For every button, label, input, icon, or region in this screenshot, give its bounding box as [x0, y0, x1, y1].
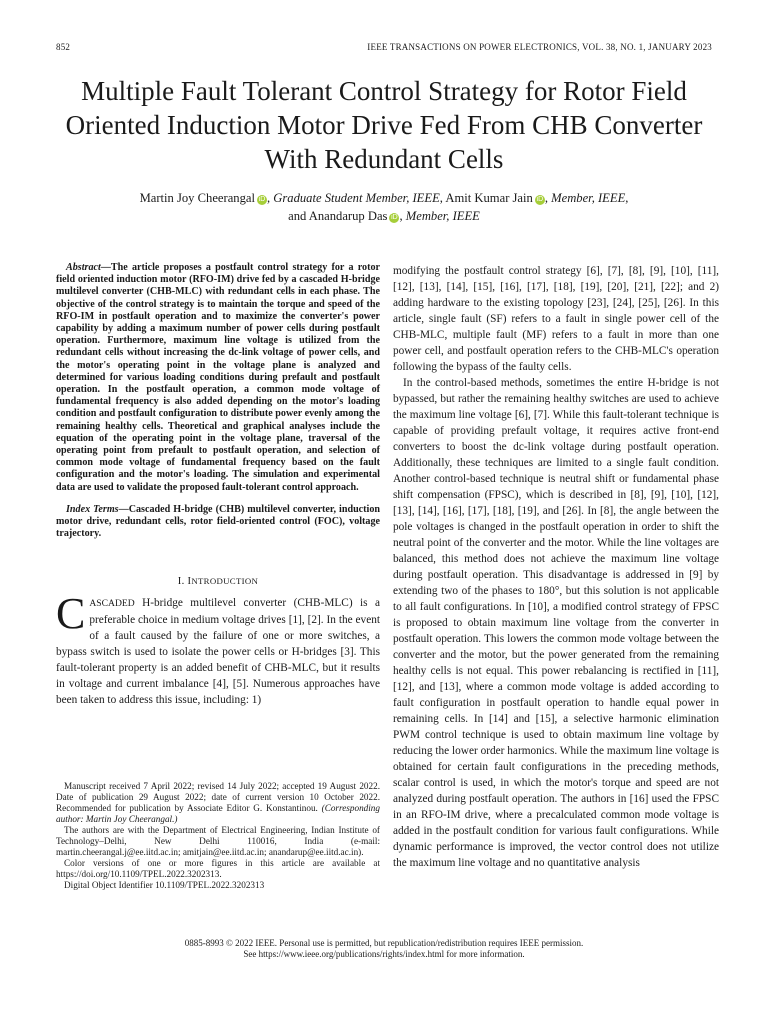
abstract-label: Abstract	[66, 262, 101, 273]
orcid-icon[interactable]: iD	[391, 214, 398, 221]
intro-caps: ASCADED	[89, 598, 135, 610]
drop-cap: C	[56, 589, 86, 639]
section-numeral: I.	[177, 576, 185, 588]
author-list: Martin Joy Cheerangal iD , Graduate Student Member, IEEE, Amit Kumar Jain iD , Member, IEEE, and Anandarup Das iD , Member, IEEE	[139, 191, 629, 223]
footnote-manuscript	[56, 781, 380, 825]
orcid-icon[interactable]: iD	[258, 196, 266, 203]
author-name: Martin Joy Cheerangal	[139, 191, 255, 205]
author-name: and Anandarup Das	[288, 209, 388, 223]
section-heading	[56, 576, 380, 587]
index-terms-label: Index Terms	[66, 503, 119, 515]
abstract	[56, 262, 380, 494]
author-name: Amit Kumar Jain	[445, 191, 533, 205]
section-title-rest: NTRODUCTION	[191, 576, 259, 587]
footnote	[56, 781, 380, 891]
footnote-dates: Manuscript received 7 April 2022; revised 14 July 2022; accepted 19 August 2022. Date of publication 29 August 2022; date of current version 10 October 2022. Recommended for publication by Associate Editor G. Konstantinou.	[56, 781, 380, 813]
intro-text: H-bridge multilevel converter (CHB-MLC) is a preferable choice in medium voltage drives [1], [2]. In the event of a fault caused by the failure of one or more switches, a bypass switch is used to isolate the power cells or H-bridges [3]. This fault-tolerant property is an added benefit of CHB-MLC, but it results in voltage and current imbalance [4], [5]. Numerous approaches have been taken to address this issue, including: 1)	[56, 597, 380, 707]
intro-paragraph	[56, 589, 380, 708]
footnote-doi: Digital Object Identifier 10.1109/TPEL.2022.3202313	[64, 880, 265, 890]
corresponding-author: (Corresponding author: Martin Joy Cheerangal.)	[56, 803, 380, 824]
right-column	[393, 263, 719, 871]
author-role: Member, IEEE	[405, 209, 480, 223]
footnote-affiliation: The authors are with the Department of Electrical Engineering, Indian Institute of Technology–Delhi, New Delhi 110016, India (e-mail: martin.cheerangal.j@ee.iitd.ac.in; amitjain@ee.iitd.ac.in; anandarup@ee.iitd.ac.in).	[56, 825, 380, 857]
paper-title: Multiple Fault Tolerant Control Strategy for Rotor Field Oriented Induction Motor Drive Fed From CHB Converter With Redundant Cells	[65, 76, 703, 174]
index-terms	[56, 504, 380, 541]
rights-line: See https://www.ieee.org/publications/rights/index.html for more information.	[243, 949, 525, 959]
journal-header: IEEE TRANSACTIONS ON POWER ELECTRONICS, VOL. 38, NO. 1, JANUARY 2023	[367, 42, 712, 52]
copyright-line: 0885-8993 © 2022 IEEE. Personal use is permitted, but republication/redistribution requires IEEE permission.	[184, 938, 584, 948]
left-column	[56, 262, 380, 708]
body-paragraph: modifying the postfault control strategy [6], [7], [8], [9], [10], [11], [12], [13], [14], [15], [16], [17], [18], [19], [20], [21], [22]; and 2) adding hardware to the existing topology [23], [24], [25], [26]. In this article, single fault (SF) refers to a fault in single power cell of the CHB-MLC, multiple fault (MF) refers to a fault in more than one power cell, and postfault operation refers to the CHB-MLC's operation following the bypass of the faulty cells.	[393, 265, 719, 373]
copyright-notice	[0, 938, 768, 960]
page-number: 852	[56, 42, 71, 52]
author-role: Graduate Student Member, IEEE	[273, 191, 440, 205]
index-terms-text: —Cascaded H-bridge (CHB) multilevel converter, induction motor drive, redundant cells, rotor field-oriented control (FOC), voltage trajectory.	[56, 503, 380, 540]
body-paragraph: In the control-based methods, sometimes the entire H-bridge is not bypassed, but rather the remaining healthy switches are used to achieve the maximum line voltage [6], [7]. While this fault-tolerant technique is capable of providing prefault voltage, it requires active front-end converters to boost the dc-link voltage during postfault operation. Additionally, these techniques are limited to a single fault condition. Another control-based technique is neutral shift or fundamental phase shift compensation (FPSC), which is described in [8], [9], [10], [12], [13], [14], [16], [17], [18], [19], and [26]. In [8], the angle between the pole voltages is changed in the postfault operation in order to shift the neutral point of the converter and the motor. While the line voltages are balanced, this method does not achieve the maximum line voltage during postfault operation. This disadvantage is addressed in [9] by extending two of the phases to 180°, but this solution is not applicable to all fault configurations. In [10], a modified control strategy of FPSC is proposed to obtain maximum line voltage from the converter in postfault operation. This lowers the common mode voltage between the converter and the motor, but the power generated from the remaining healthy cells is not equal. This power rebalancing is rectified in [11], [12], and [13], where a common mode voltage is added according to fault configuration in postfault operation to handle equal power in remaining cells. In [14] and [15], a selective harmonic elimination PWM control technique is used to obtain maximum line voltage by reducing the lower order harmonics. While the maximum line voltage is obtained for certain fault configurations in the preceding methods, scalar control is used, in which the motor's torque and speed are not analyzed during postfault operation. The authors in [16] used the FPSC in an RFO-IM drive, where a precalculated common mode voltage is added in the postfault condition for various fault configurations. While dynamic performance is improved, the vector control does not utilize the maximum line voltage and no quantitative analysis	[393, 377, 719, 869]
abstract-text: —The article proposes a postfault control strategy for a rotor field oriented induction motor (RFO-IM) drive fed by a cascaded H-bridge multilevel converter (CHB-MLC) with redundant cells in each phase. The objective of the control strategy is to maintain the torque and speed of the RFO-IM in postfault operation and to maximize the converter's power capability by adding a maximum number of power cells during postfault operation. Furthermore, maximum line voltage is utilized from the redundant cells without increasing the dc-link voltage of power cells, and the motor's operating point in the voltage plane is analyzed and determined for various loading conditions during prefault and postfault operation. In the postfault operation, a common mode voltage of fundamental frequency is also added depending on the motor's loading condition and postfault configuration to distribute power evenly among the remaining healthy cells. Theoretical and graphical analyses include the equation of the operating point in the voltage plane, traversal of the operating point from prefault to postfault operation, and selection of common mode voltage of fundamental frequency based on the fault configuration and the motor's loading. The simulation and experimental data are used to validate the proposed fault-tolerant control approach.	[56, 262, 380, 493]
section-title-first: I	[187, 576, 192, 588]
orcid-icon[interactable]: iD	[536, 196, 544, 203]
footnote-color-versions: Color versions of one or more figures in this article are available at https://doi.org/10.1109/TPEL.2022.3202313.	[56, 858, 380, 879]
author-role: Member, IEEE	[551, 191, 626, 205]
